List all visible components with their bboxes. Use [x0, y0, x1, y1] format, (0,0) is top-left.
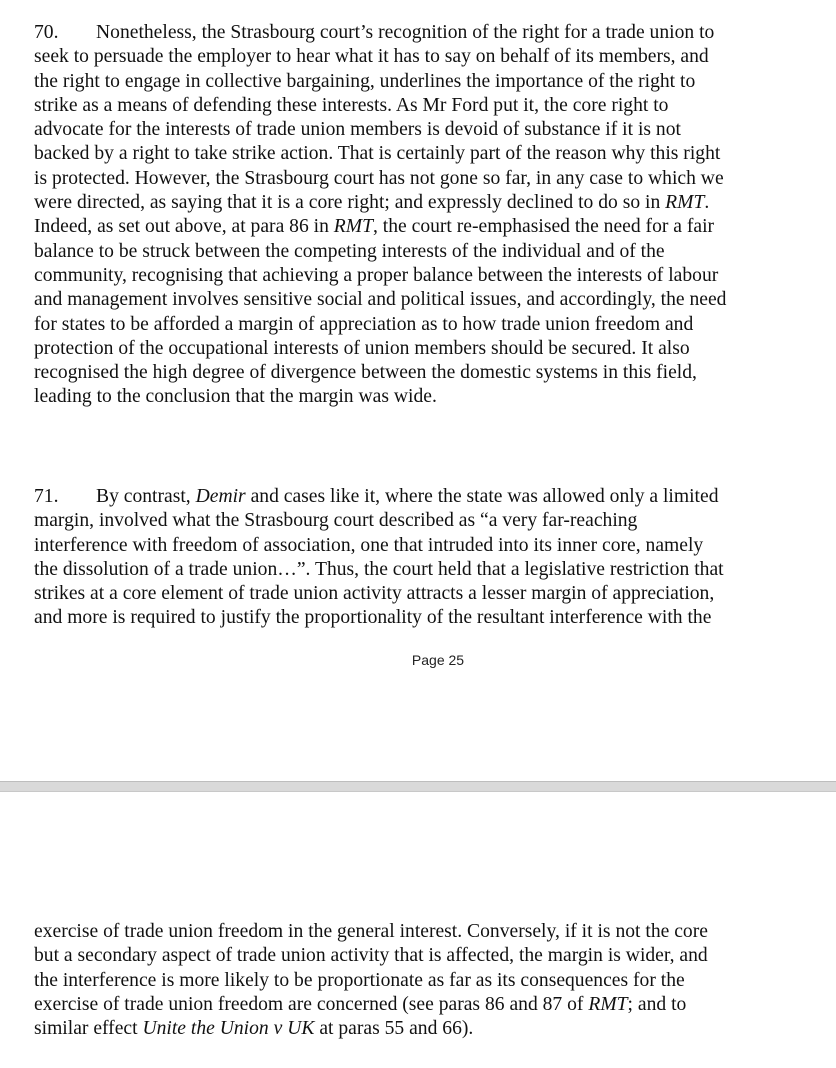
paragraph-number: 71.	[34, 486, 59, 507]
text-line: Indeed, as set out above, at para 86 in RMT, the court re-emphasised the need for a fair	[34, 216, 715, 238]
case-citation: Unite the Union v UK	[142, 1018, 315, 1040]
text-line: strikes at a core element of trade union activity attracts a lesser margin of appreciation,	[34, 583, 715, 605]
text-line: interference with freedom of association, one that intruded into its inner core, namely	[34, 534, 704, 556]
paragraph-71-continuation	[34, 920, 836, 1041]
text-line: similar effect Unite the Union v UK at paras 55 and 66).	[34, 1018, 474, 1040]
text-line: and management involves sensitive social and political issues, and accordingly, the need	[34, 289, 727, 311]
paragraph-number: 70.	[34, 22, 59, 43]
text-line: were directed, as saying that it is a core right; and expressly declined to do so in RMT.	[34, 192, 710, 214]
case-citation: RMT	[588, 993, 628, 1015]
case-citation: RMT	[665, 192, 705, 214]
text-line: exercise of trade union freedom in the general interest. Conversely, if it is not the core	[34, 921, 708, 942]
text-line: the dissolution of a trade union…”. Thus, the court held that a legislative restriction that	[34, 558, 724, 580]
text-line: recognised the high degree of divergence between the domestic systems in this field,	[34, 362, 697, 384]
text-line: for states to be afforded a margin of appreciation as to how trade union freedom and	[34, 313, 694, 335]
page-separator	[0, 781, 836, 792]
case-citation: Demir	[195, 486, 246, 507]
case-citation: RMT	[333, 216, 373, 238]
text-line: 70. Nonetheless, the Strasbourg court’s recognition of the right for a trade union to	[34, 21, 836, 45]
text-line: backed by a right to take strike action. That is certainly part of the reason why this right	[34, 143, 721, 165]
text-line: community, recognising that achieving a proper balance between the interests of labour	[34, 264, 719, 286]
page-footer: Page 25	[411, 652, 465, 668]
text-line: 71. By contrast, Demir and cases like it, where the state was allowed only a limited	[34, 485, 836, 509]
text-line: margin, involved what the Strasbourg court described as “a very far-reaching	[34, 510, 638, 532]
paragraph-70	[34, 21, 836, 410]
text-line: balance to be struck between the competing interests of the individual and of the	[34, 240, 665, 262]
text-line: the interference is more likely to be proportionate as far as its consequences for the	[34, 969, 685, 991]
text-line: but a secondary aspect of trade union activity that is affected, the margin is wider, and	[34, 945, 708, 967]
text-line: leading to the conclusion that the margin was wide.	[34, 386, 437, 408]
text-line: protection of the occupational interests of union members should be secured. It also	[34, 337, 690, 359]
text-line: and more is required to justify the proportionality of the resultant interference with the	[34, 607, 712, 629]
text-line: is protected. However, the Strasbourg court has not gone so far, in any case to which we	[34, 167, 724, 189]
text-line: exercise of trade union freedom are concerned (see paras 86 and 87 of RMT; and to	[34, 993, 687, 1015]
text-line: seek to persuade the employer to hear what it has to say on behalf of its members, and	[34, 46, 709, 68]
text-line: the right to engage in collective bargaining, underlines the importance of the right to	[34, 70, 696, 92]
paragraph-71	[34, 485, 836, 631]
text-line: strike as a means of defending these interests. As Mr Ford put it, the core right to	[34, 94, 669, 116]
text-line: advocate for the interests of trade union members is devoid of substance if it is not	[34, 119, 681, 141]
